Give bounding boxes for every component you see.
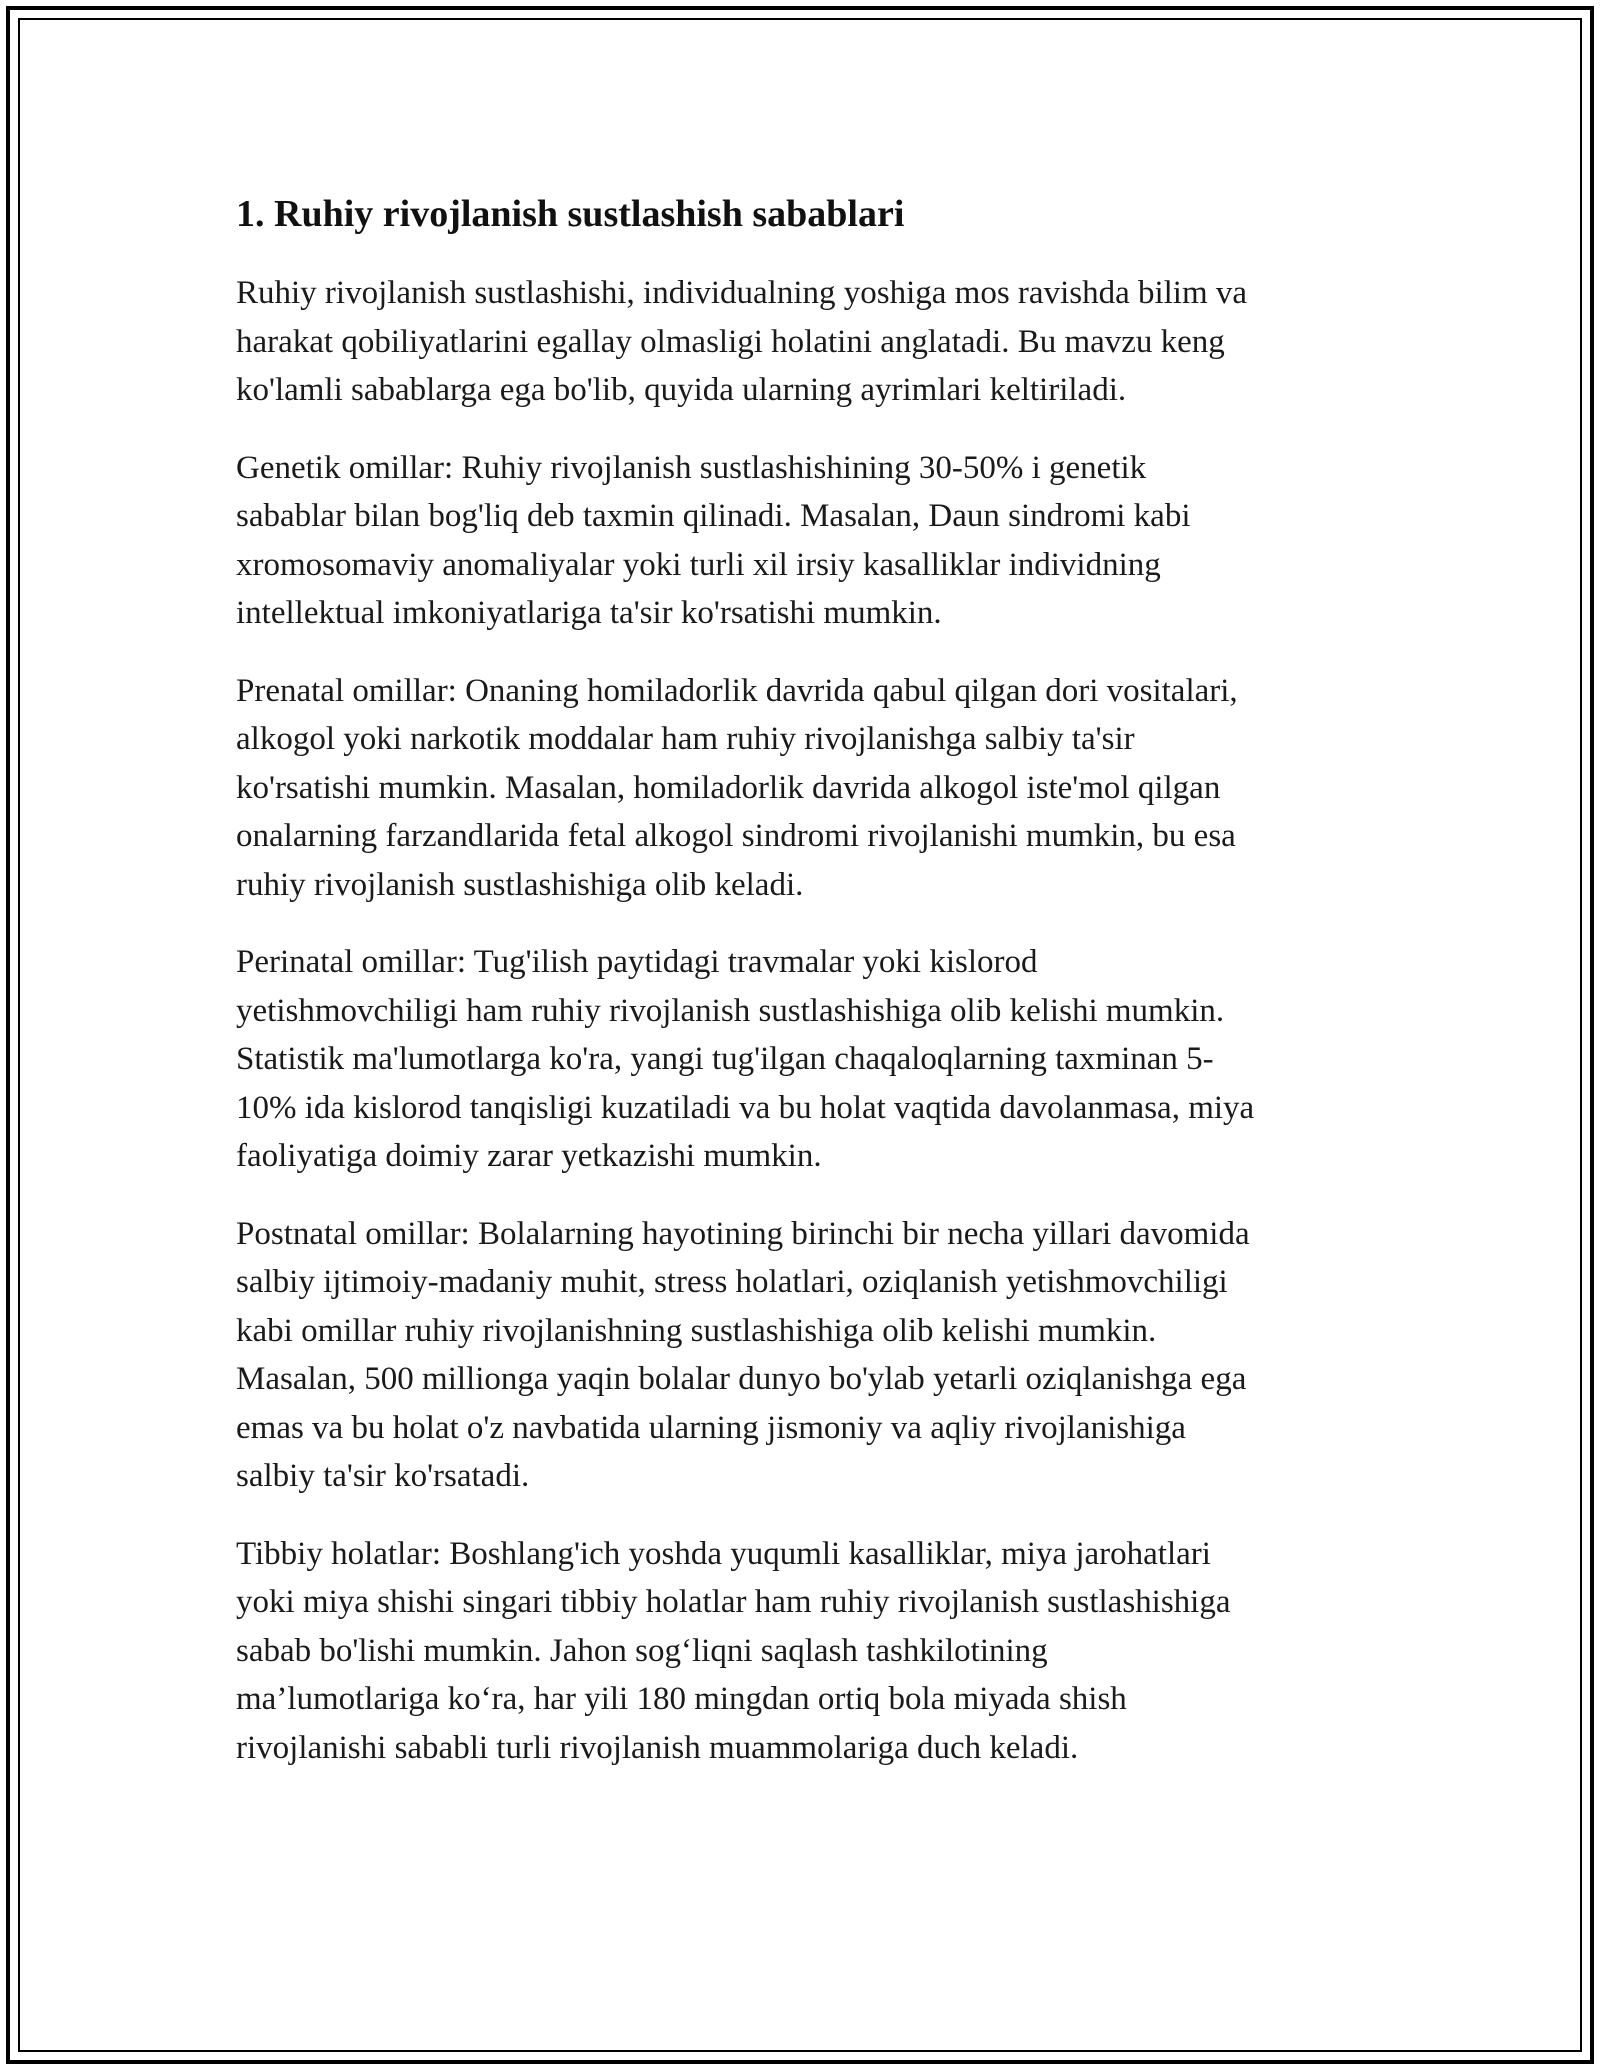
paragraph-list (236, 269, 1376, 1772)
text-line: 10% ida kislorod tanqisligi kuzatiladi va bu holat vaqtida davolanmasa, miya (236, 1089, 1255, 1126)
text-line: intellektual imkoniyatlariga ta'sir ko'rsatishi mumkin. (236, 595, 942, 631)
document-title: 1. Ruhiy rivojlanish sustlashish sabablari (236, 193, 905, 235)
text-line: yetishmovchiligi ham ruhiy rivojlanish sustlashishiga olib kelishi mumkin. (236, 992, 1225, 1029)
paragraph (236, 269, 1376, 415)
text-line: ko'rsatishi mumkin. Masalan, homiladorlik davrida alkogol iste'mol qilgan (236, 769, 1221, 806)
text-line: Genetik omillar: Ruhiy rivojlanish sustlashishining 30-50% i genetik (236, 449, 1147, 486)
text-line: Ruhiy rivojlanish sustlashishi, individualning yoshiga mos ravishda bilim va (236, 275, 1248, 311)
text-line: Statistik ma'lumotlarga ko'ra, yangi tug'ilgan chaqaloqlarning taxminan 5- (236, 1041, 1214, 1077)
text-line: harakat qobiliyatlarini egallay olmasligi holatini anglatadi. Bu mavzu keng (236, 323, 1225, 360)
text-line: ma’lumotlariga ko‘ra, har yili 180 mingdan ortiq bola miyada shish (236, 1681, 1127, 1717)
text-line: kabi omillar ruhiy rivojlanishning sustlashishiga olib kelishi mumkin. (236, 1312, 1157, 1349)
text-line: sabablar bilan bog'liq deb taxmin qilinadi. Masalan, Daun sindromi kabi (236, 498, 1191, 534)
text-line: ko'lamli sabablarga ega bo'lib, quyida ularning ayrimlari keltiriladi. (236, 372, 1127, 408)
text-line: ruhiy rivojlanish sustlashishiga olib keladi. (236, 866, 804, 903)
text-line: Postnatal omillar: Bolalarning hayotining birinchi bir necha yillari davomida (236, 1215, 1250, 1252)
text-line: onalarning farzandlarida fetal alkogol sindromi rivojlanishi mumkin, bu esa (236, 818, 1236, 854)
text-line: rivojlanishi sababli turli rivojlanish muammolariga duch keladi. (236, 1729, 1079, 1766)
paragraph (236, 1530, 1376, 1773)
text-line: yoki miya shishi singari tibbiy holatlar ham ruhiy rivojlanish sustlashishiga (236, 1584, 1231, 1620)
text-line: emas va bu holat o'z navbatida ularning jismoniy va aqliy rivojlanishiga (236, 1409, 1186, 1446)
text-line: salbiy ta'sir ko'rsatadi. (236, 1458, 530, 1494)
text-line: Perinatal omillar: Tug'ilish paytidagi travmalar yoki kislorod (236, 944, 1038, 980)
text-line: salbiy ijtimoiy-madaniy muhit, stress holatlari, oziqlanish yetishmovchiligi (236, 1264, 1228, 1300)
text-line: faoliyatiga doimiy zarar yetkazishi mumkin. (236, 1138, 822, 1174)
text-line: Tibbiy holatlar: Boshlang'ich yoshda yuqumli kasalliklar, miya jarohatlari (236, 1535, 1211, 1572)
document-body (236, 185, 1376, 1801)
paragraph (236, 444, 1376, 638)
text-line: Prenatal omillar: Onaning homiladorlik davrida qabul qilgan dori vositalari, (236, 672, 1238, 709)
paragraph (236, 667, 1376, 910)
text-line: xromosomaviy anomaliyalar yoki turli xil irsiy kasalliklar individning (236, 546, 1161, 583)
text-line: Masalan, 500 millionga yaqin bolalar dunyo bo'ylab yetarli oziqlanishga ega (236, 1361, 1247, 1397)
paragraph (236, 938, 1376, 1181)
text-line: sabab bo'lishi mumkin. Jahon sog‘liqni saqlash tashkilotining (236, 1632, 1048, 1669)
text-line: alkogol yoki narkotik moddalar ham ruhiy rivojlanishga salbiy ta'sir (236, 721, 1135, 757)
paragraph (236, 1210, 1376, 1501)
